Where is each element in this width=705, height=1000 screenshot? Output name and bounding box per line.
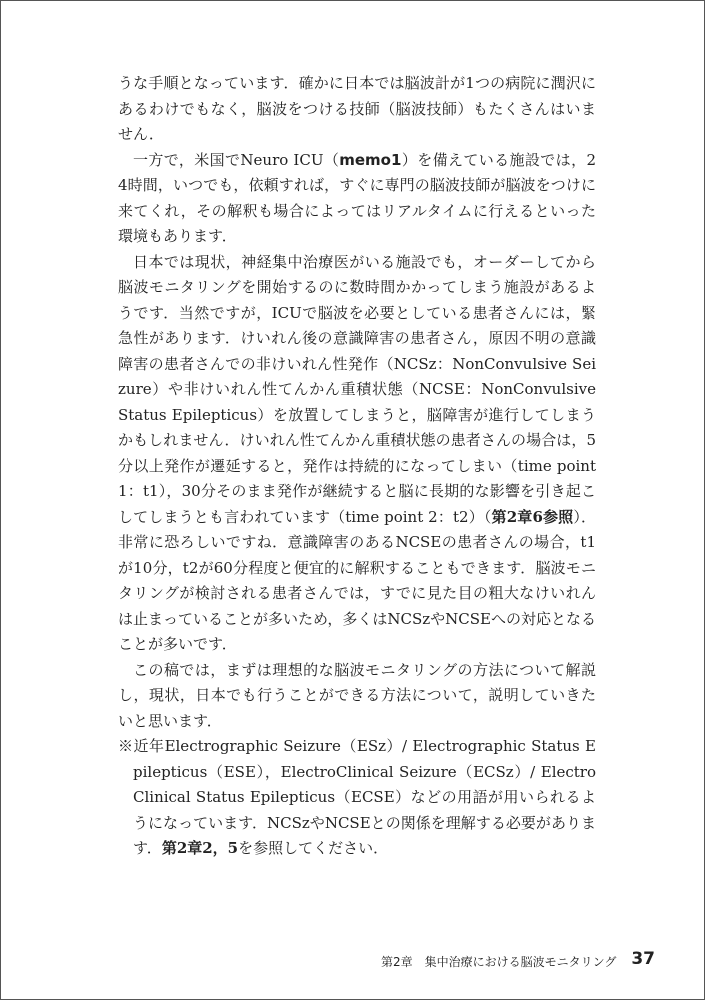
running-header-chapter: 第2章 集中治療における脳波モニタリング [381,955,617,969]
paragraph-4-text: この稿では，まずは理想的な脳波モニタリングの方法について解説し，現状，日本でも行うことができる方法について，説明していきたいと思います． [118,660,596,730]
paragraph-2 [118,148,596,250]
paragraph-2-text-a: 一方で，米国でNeuro ICU（ [133,150,340,169]
body-text [118,71,596,862]
paragraph-3 [118,250,596,658]
footnote [118,734,596,862]
chapter-reference: 第2章6参照 [491,507,574,526]
page-number: 37 [631,949,655,969]
footnote-text-b: を参照してください． [238,839,389,857]
paragraph-1 [118,71,596,148]
paragraph-4 [118,658,596,735]
paragraph-3-text-b: ）．非常に恐ろしいですね．意識障害のあるNCSEの患者さんの場合，t1が10分，t2が60分程度と便宜的に解釈することもできます．脳波モニタリングが検討される患者さんでは，すでに見た目の粗大なけいれんは止まっていることが多いため，多くはNCSzやNCSEへの対応となることが多いです． [118,507,597,653]
memo-reference: memo1 [339,150,402,169]
paragraph-2-text-b: ）を備えている施設では，24時間，いつでも，依頼すれば，すぐに専門の脳波技師が脳波をつけに来てくれ，その解釈も場合によってはリアルタイムに行えるといった環境もあります． [118,150,596,245]
footnote-text-a: ※近年Electrographic Seizure（ESz）/ Electrographic Status Epilepticus（ESE），ElectroClinical Seizure（ECSz）/ ElectroClinical Status Epilepticus（ECSE）などの用語が用いられるようになっています．NCSzやNCSEとの関係を理解する必要があります． [118,737,596,857]
paragraph-3-text-a: 日本では現状，神経集中治療医がいる施設でも，オーダーしてから脳波モニタリングを開始するのに数時間かかってしまう施設があるようです．当然ですが，ICUで脳波を必要としている患者さんには，緊急性があります．けいれん後の意識障害の患者さん，原因不明の意識障害の患者さんでの非けいれん性発作（NCSz：NonConvulsive Seizure）や非けいれん性てんかん重積状態（NCSE：NonConvulsive Status Epilepticus）を放置してしまうと，脳障害が進行してしまうかもしれません．けいれん性てんかん重積状態の患者さんの場合は，5分以上発作が遷延すると，発作は持続的になってしまい（time point 1：t1），30分そのまま発作が継続すると脳に長期的な影響を引き起こしてしまうとも言われています（time point 2：t2）（ [118,252,596,526]
footnote-reference: 第2章2，5 [161,839,239,857]
page-footer [381,949,661,973]
paragraph-1-text: うな手順となっています．確かに日本では脳波計が1つの病院に潤沢にあるわけでもなく，脳波をつける技師（脳波技師）もたくさんはいません． [118,74,596,143]
